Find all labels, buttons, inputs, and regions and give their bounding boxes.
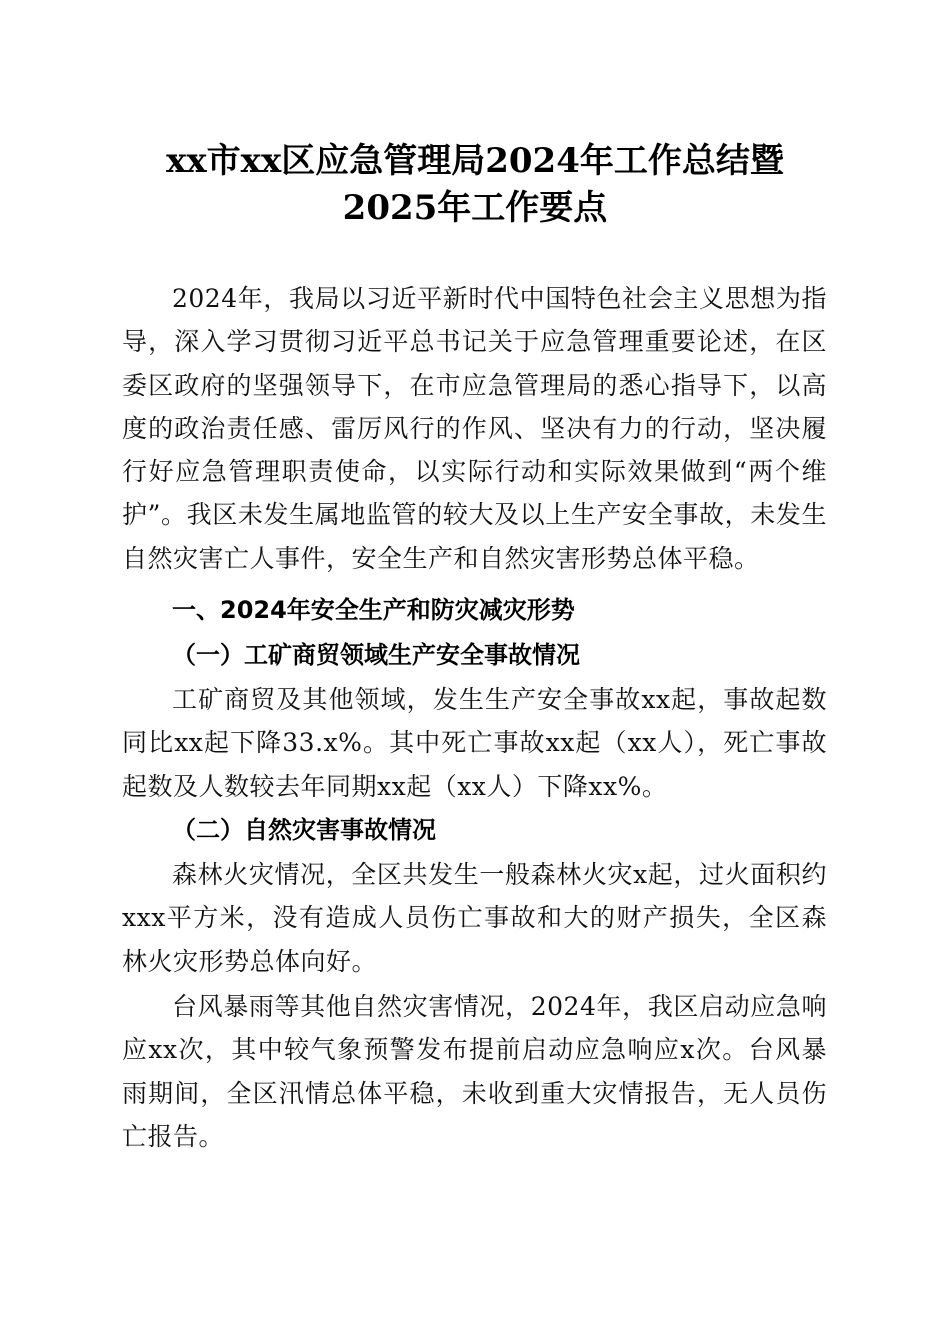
- subsection-heading-2: （二）自然灾害事故情况: [172, 815, 436, 844]
- section-heading-1: 一、2024年安全生产和防灾减灾形势: [172, 596, 575, 624]
- typhoon-rainstorm-paragraph: 台风暴雨等其他自然灾害情况，2024年，我区启动应急响应xx次，其中较气象预警发布提前启动应急响应x次。台风暴雨期间，全区汛情总体平稳，未收到重大灾情报告，无人员伤亡报告。: [122, 992, 827, 1151]
- intro-paragraph: 2024年，我局以习近平新时代中国特色社会主义思想为指导，深入学习贯彻习近平总书记关于应急管理重要论述，在区委区政府的坚强领导下，在市应急管理局的悉心指导下，以高度的政治责任感、雷厉风行的作风、坚决有力的行动，坚决履行好应急管理职责使命，以实际行动和实际效果做到“两个维护”。我区未发生属地监管的较大及以上生产安全事故，未发生自然灾害亡人事件，安全生产和自然灾害形势总体平稳。: [122, 284, 827, 573]
- document-title-line-2: 2025年工作要点: [342, 188, 608, 228]
- subsection-heading-1: （一）工矿商贸领域生产安全事故情况: [172, 640, 580, 669]
- subsection-1-paragraph: 工矿商贸及其他领域，发生生产安全事故xx起，事故起数同比xx起下降33.x%。其中死亡事故xx起（xx人），死亡事故起数及人数较去年同期xx起（xx人）下降xx%。: [122, 685, 827, 801]
- document-title-line-1: xx市xx区应急管理局2024年工作总结暨: [166, 141, 784, 181]
- forest-fire-paragraph: 森林火灾情况，全区共发生一般森林火灾x起，过火面积约xxx平方米，没有造成人员伤亡事故和大的财产损失，全区森林火灾形势总体向好。: [122, 860, 827, 976]
